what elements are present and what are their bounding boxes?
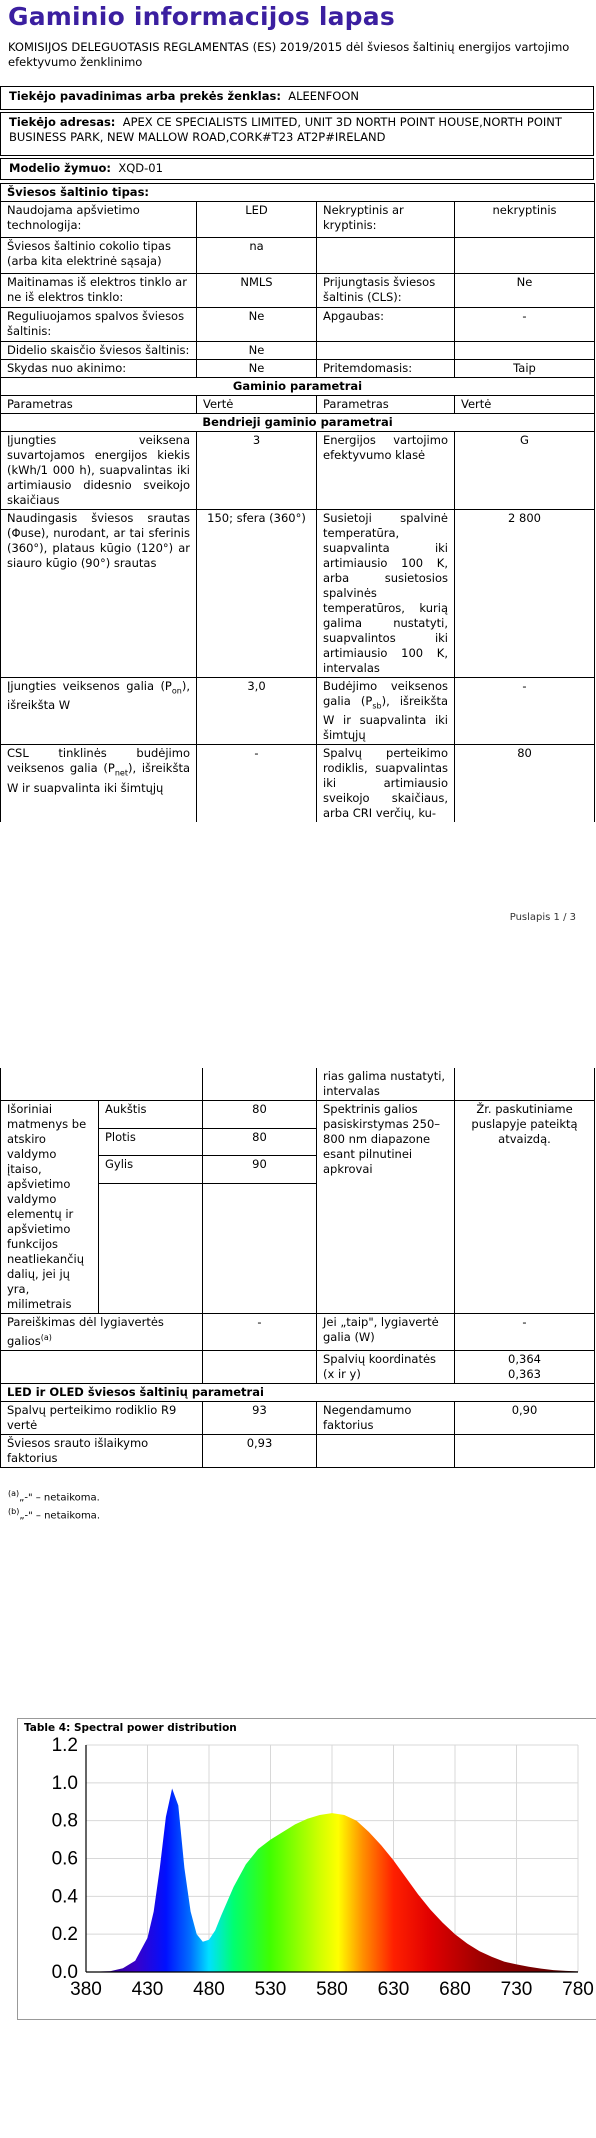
type-label: Pritemdomasis:	[317, 360, 455, 378]
x-tick-label: 430	[131, 1979, 164, 2000]
col-param: Parametras	[317, 396, 455, 414]
r9-value: 93	[203, 1401, 317, 1434]
chroma-label: Spalvių koordinatės (x ir y)	[317, 1350, 455, 1383]
spectrum-area	[86, 1789, 578, 1973]
type-value: LED	[197, 202, 317, 238]
y-tick-label: 0.2	[51, 1924, 78, 1946]
type-value: Ne	[455, 274, 595, 308]
model-row	[0, 158, 594, 180]
page-2	[0, 1040, 596, 1520]
type-value: Ne	[197, 342, 317, 360]
y-tick-label: 0.0	[51, 1962, 78, 1983]
type-heading: Šviesos šaltinio tipas:	[1, 184, 595, 202]
if-yes-label: Jei „taip", lygiavertė galia (W)	[317, 1314, 455, 1351]
continued-table	[0, 1068, 595, 1468]
type-label: Šviesos šaltinio cokolio tipas (arba kita elektrinė sąsaja)	[1, 238, 197, 274]
dim-value: 80	[203, 1128, 317, 1156]
type-row	[1, 274, 595, 308]
model-label: Modelio žymuo:	[9, 161, 112, 175]
flicker-value: 0,90	[455, 1401, 595, 1434]
type-label	[317, 342, 455, 360]
x-tick-label: 530	[254, 1979, 287, 2000]
supplier-row	[0, 86, 594, 110]
param-row	[1, 432, 595, 510]
address-row	[0, 112, 594, 156]
y-tick-label: 0.8	[51, 1810, 78, 1832]
x-tick-label: 630	[377, 1979, 410, 2000]
type-value: Taip	[455, 360, 595, 378]
r9-label: Spalvų perteikimo rodiklio R9 vertė	[1, 1401, 203, 1434]
type-value: -	[455, 308, 595, 342]
type-label: Nekryptinis ar kryptinis:	[317, 202, 455, 238]
param-value: G	[455, 432, 595, 510]
spectral-chart-box	[17, 1718, 596, 2020]
pon-value: 3,0	[197, 678, 317, 745]
led-row	[1, 1401, 595, 1434]
psb-value: -	[455, 678, 595, 745]
footnote-a: $^{(a)}$„-" – netaikoma.	[8, 1489, 100, 1504]
chroma-row	[1, 1350, 595, 1383]
page-title: Gaminio informacijos lapas	[8, 2, 395, 31]
y-tick-label: 1.0	[51, 1772, 78, 1794]
cri-cont: rias galima nustatyti, intervalas	[317, 1068, 455, 1101]
pnet-value: -	[197, 745, 317, 823]
type-label: Naudojama apšvietimo technologija:	[1, 202, 197, 238]
col-param: Parametras	[1, 396, 197, 414]
dim-value: 80	[203, 1101, 317, 1129]
pon-label: Įjungties veiksenos galia $(P_{on})$, išreikšta W	[1, 678, 197, 745]
pnet-label: CSL tinklinės budėjimo veiksenos galia $(P_{net})$, išreikšta W ir suapvalinta iki šimtųjų	[1, 745, 197, 823]
y-tick-label: 0.6	[51, 1848, 78, 1870]
param-label: Susietoji spalvinė temperatūra, suapvalinta iki artimiausio 100 K, arba susietosios spalvinės temperatūros, kurią galima nustatyti, suapvalintos iki artimiausio 100 K, intervalas	[317, 510, 455, 678]
type-label: Skydas nuo akinimo:	[1, 360, 197, 378]
type-row	[1, 308, 595, 342]
led-heading: LED ir OLED šviesos šaltinių parametrai	[1, 1383, 595, 1401]
type-row	[1, 360, 595, 378]
type-label: Maitinamas iš elektros tinklo ar ne iš elektros tinklo:	[1, 274, 197, 308]
param-label: Energijos vartojimo efektyvumo klasė	[317, 432, 455, 510]
chroma-value: 0,364 0,363	[455, 1350, 595, 1383]
type-value	[455, 342, 595, 360]
dims-label: Išoriniai matmenys be atskiro valdymo įtaiso, apšvietimo valdymo elementų ir apšvietimo funkcijos neatliekančių dalių, jei jų yra, milimetrais	[1, 1101, 99, 1314]
param-row	[1, 510, 595, 678]
cri-value: 80	[455, 745, 595, 823]
equiv-row	[1, 1314, 595, 1351]
type-value: na	[197, 238, 317, 274]
page-number: Puslapis 1 / 3	[509, 912, 576, 923]
dim-name: Aukštis	[99, 1101, 203, 1129]
type-label	[317, 238, 455, 274]
type-value: NMLS	[197, 274, 317, 308]
general-heading: Bendrieji gaminio parametrai	[1, 414, 595, 432]
address-value: APEX CE SPECIALISTS LIMITED, UNIT 3D NORTH POINT HOUSE,NORTH POINT BUSINESS PARK, NEW MALLOW ROAD,CORK#T23 AT2P#IRELAND	[9, 115, 562, 144]
dim-name: Plotis	[99, 1128, 203, 1156]
type-label: Apgaubas:	[317, 308, 455, 342]
y-tick-label: 1.2	[51, 1737, 78, 1756]
param-row	[1, 678, 595, 745]
if-yes-value: -	[455, 1314, 595, 1351]
param-value: 150; sfera (360°)	[197, 510, 317, 678]
address-label: Tiekėjo adresas:	[9, 115, 116, 129]
type-row	[1, 238, 595, 274]
flicker-label: Negendamumo faktorius	[317, 1401, 455, 1434]
page-1	[0, 0, 596, 923]
model-value: XQD-01	[118, 161, 163, 175]
col-value: Vertė	[197, 396, 317, 414]
x-tick-label: 680	[439, 1979, 471, 2000]
type-row	[1, 342, 595, 360]
param-label: Naudingasis šviesos srautas (Φuse), nurodant, ar tai sferinis (360°), plataus kūgio (120°) ar siauro kūgio (90°) srautas	[1, 510, 197, 678]
psb-label: Budėjimo veiksenos galia $(P_{sb})$, išreikšta W ir suapvalinta iki šimtųjų	[317, 678, 455, 745]
regulation-text: KOMISIJOS DELEGUOTASIS REGLAMENTAS (ES) 2019/2015 dėl šviesos šaltinių energijos vartojimo efektyvumo ženklinimo	[8, 40, 570, 69]
x-tick-label: 580	[316, 1979, 348, 2000]
y-tick-label: 0.4	[51, 1886, 78, 1908]
supplier-value: ALEENFOON	[288, 89, 359, 103]
equiv-value: -	[203, 1314, 317, 1351]
type-row	[1, 202, 595, 238]
type-label: Didelio skaisčio šviesos šaltinis:	[1, 342, 197, 360]
maint-label: Šviesos srauto išlaikymo faktorius	[1, 1434, 203, 1467]
dims-row	[1, 1101, 595, 1129]
x-tick-label: 730	[500, 1979, 533, 2000]
param-row	[1, 745, 595, 823]
x-tick-label: 780	[562, 1979, 594, 2000]
type-value: Ne	[197, 360, 317, 378]
param-label: Įjungties veiksena suvartojamos energijos kiekis (kWh/1 000 h), suapvalintas iki artimiausio didesnio sveikojo skaičiaus	[1, 432, 197, 510]
x-tick-label: 480	[193, 1979, 225, 2000]
dim-value: 90	[203, 1156, 317, 1184]
type-label: Reguliuojamos spalvos šviesos šaltinis:	[1, 308, 197, 342]
x-tick-label: 380	[70, 1979, 102, 2000]
params-heading: Gaminio parametrai	[1, 378, 595, 396]
column-header-row	[1, 396, 595, 414]
supplier-label: Tiekėjo pavadinimas arba prekės ženklas:	[9, 89, 281, 103]
chart-title: Table 4: Spectral power distribution	[24, 1722, 237, 1734]
dim-name: Gylis	[99, 1156, 203, 1184]
param-value: 2 800	[455, 510, 595, 678]
page-3	[0, 1710, 596, 2040]
footnote-b: $^{(b)}$„-" – netaikoma.	[8, 1507, 100, 1522]
spectral-label: Spektrinis galios pasiskirstymas 250–800 nm diapazone esant pilnutinei apkrovai	[317, 1101, 455, 1314]
type-value: nekryptinis	[455, 202, 595, 238]
param-value: 3	[197, 432, 317, 510]
col-value: Vertė	[455, 396, 595, 414]
equiv-label: Pareiškimas dėl lygiavertės galios$^{(a)}$	[1, 1314, 203, 1351]
type-value	[455, 238, 595, 274]
cri-cont-row	[1, 1068, 595, 1101]
type-label: Prijungtasis šviesos šaltinis (CLS):	[317, 274, 455, 308]
spectral-value: Žr. paskutiniame puslapyje pateiktą atvaizdą.	[455, 1101, 595, 1314]
spectral-chart	[18, 1737, 595, 2017]
type-table	[0, 183, 595, 822]
type-value: Ne	[197, 308, 317, 342]
maint-value: 0,93	[203, 1434, 317, 1467]
led-row	[1, 1434, 595, 1467]
cri-label: Spalvų perteikimo rodiklis, suapvalintas iki artimiausio sveikojo skaičiaus, arba CRI verčių, ku-	[317, 745, 455, 823]
